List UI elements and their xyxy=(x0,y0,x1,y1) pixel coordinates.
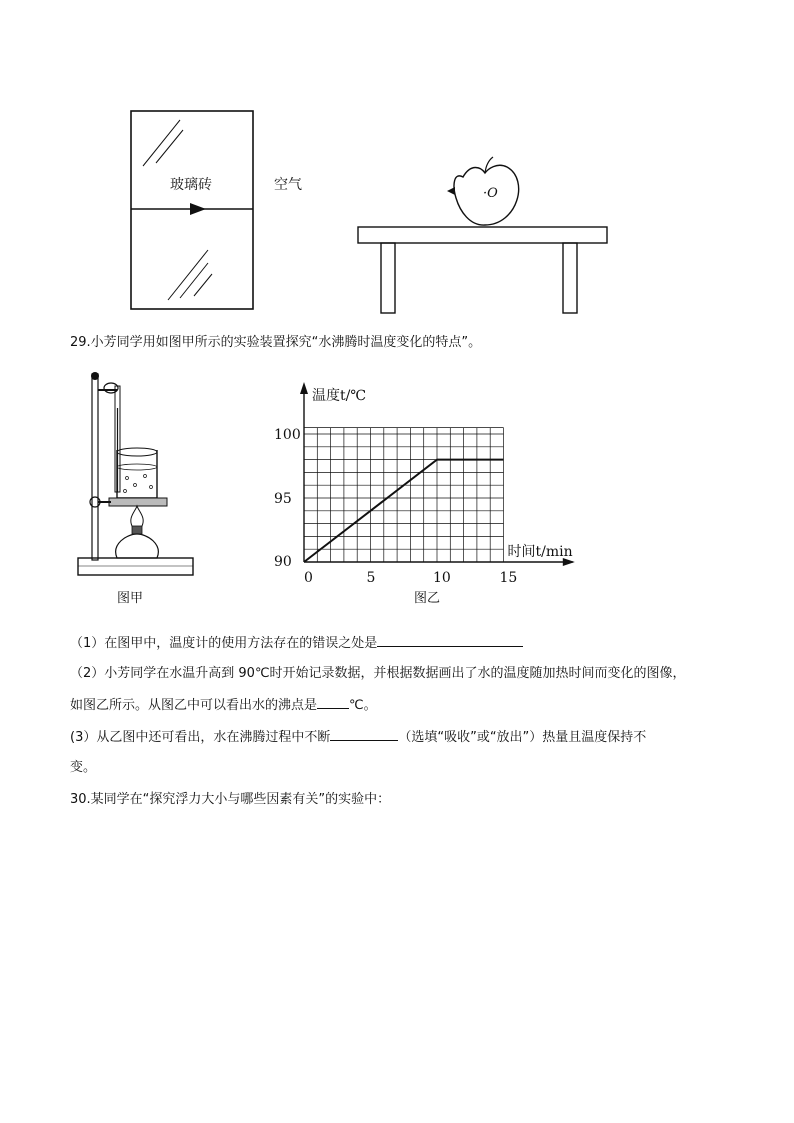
apple-on-table-figure xyxy=(355,155,610,315)
answer-blank-1[interactable] xyxy=(377,632,523,647)
q29-part2-line1: （2）小芳同学在水温升高到 90℃时开始记录数据，并根据数据画出了水的温度随加热时间而变化的图像， xyxy=(70,666,686,681)
x-tick-label: 0 xyxy=(304,570,313,586)
q29-part1 xyxy=(70,632,523,655)
x-tick-label: 5 xyxy=(366,570,376,586)
x-tick-label: 10 xyxy=(433,570,451,586)
y-tick-label: 95 xyxy=(274,491,292,507)
y-axis-arrow-icon xyxy=(300,382,308,394)
answer-blank-2[interactable] xyxy=(317,694,349,709)
x-axis-label: 时间t/min xyxy=(507,544,573,560)
temperature-chart xyxy=(274,378,580,590)
air-label: 空气 xyxy=(274,177,302,193)
q29-part2-line2 xyxy=(70,694,377,717)
q29-part3-text: (3）从乙图中还可看出，水在沸腾过程中不断 xyxy=(70,730,331,745)
q29-part3-tail: （选填“吸收”或“放出”）热量且温度保持不 xyxy=(398,730,647,745)
answer-blank-3[interactable] xyxy=(330,726,398,741)
x-tick-label: 15 xyxy=(499,570,518,586)
glass-brick-figure xyxy=(128,108,318,313)
q30-stem: 30.某同学在“探究浮力大小与哪些因素有关”的实验中： xyxy=(70,792,391,807)
q29-part1-text: （1）在图甲中，温度计的使用方法存在的错误之处是 xyxy=(70,636,378,651)
q29-part2-text: 如图乙所示。从图乙中可以看出水的沸点是 xyxy=(70,698,318,713)
apparatus-figure xyxy=(75,368,200,583)
glass-label: 玻璃砖 xyxy=(170,177,212,193)
y-tick-label: 100 xyxy=(274,427,301,443)
point-label: ·O xyxy=(483,186,498,201)
y-tick-label: 90 xyxy=(274,554,292,570)
q29-part2-unit: ℃。 xyxy=(349,698,377,713)
arrow-left-icon xyxy=(447,187,455,195)
y-axis-label: 温度t/℃ xyxy=(312,388,367,404)
q29-part3-line2: 变。 xyxy=(70,760,97,775)
q29-stem: 29.小芳同学用如图甲所示的实验装置探究“水沸腾时温度变化的特点”。 xyxy=(70,335,482,350)
q29-part3-line1 xyxy=(70,726,646,749)
fig-yi-caption: 图乙 xyxy=(414,591,441,606)
fig-jia-caption: 图甲 xyxy=(117,591,144,606)
ray-arrow-icon xyxy=(190,203,206,215)
